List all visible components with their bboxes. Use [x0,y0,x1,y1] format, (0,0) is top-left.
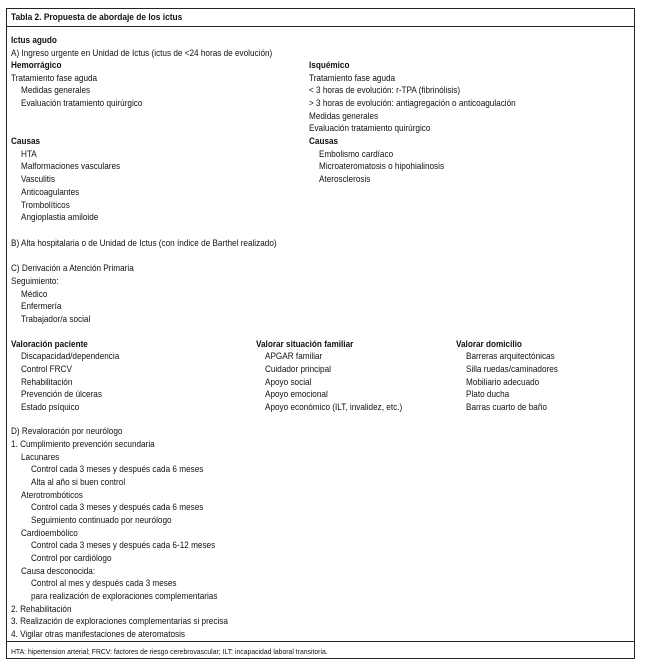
table-line: Barreras arquitectónicas [466,351,555,361]
table-line: APGAR familiar [265,351,323,361]
table-line: 2. Rehabilitación [11,604,72,614]
table-line: Control por cardiólogo [31,553,112,563]
table-line: B) Alta hospitalaria o de Unidad de Ictus (con índice de Barthel realizado) [11,238,277,248]
title-divider [7,26,634,27]
table-line: Aterotrombóticos [21,490,83,500]
table-line: Apoyo económico (ILT, invalidez, etc.) [265,402,403,412]
table-line: Malformaciones vasculares [21,161,121,171]
section-heading: Valoración paciente [11,339,88,349]
table-line: Aterosclerosis [319,174,371,184]
table-line: Control cada 3 meses y después cada 6 meses [31,502,204,512]
table-line: Cardioembólico [21,528,78,538]
table-line: Anticoagulantes [21,187,80,197]
table-line: < 3 horas de evolución: r-TPA (fibrinólisis) [309,85,461,95]
table-line: Plato ducha [466,389,510,399]
table-line: Mobiliario adecuado [466,377,540,387]
table-line: Microateromatosis o hipohialinosis [319,161,445,171]
table-title: Tabla 2. Propuesta de abordaje de los ictus [11,12,183,23]
table-line: Control al mes y después cada 3 meses [31,578,177,588]
table-line: 1. Cumplimiento prevención secundaria [11,439,155,449]
table-line: Cuidador principal [265,364,331,374]
table-line: Control cada 3 meses y después cada 6 meses [31,464,204,474]
table-line: Seguimiento: [11,276,59,286]
table-line: D) Revaloración por neurólogo [11,426,123,436]
section-heading: Causas [11,136,41,146]
table-line: Medidas generales [309,111,379,121]
table-line: Tratamiento fase aguda [309,73,396,83]
table-line: Trabajador/a social [21,314,91,324]
table-line: Evaluación tratamiento quirúrgico [309,123,431,133]
table-line: Discapacidad/dependencia [21,351,120,361]
table-line: Trombolíticos [21,200,70,210]
table-line: para realización de exploraciones complementarias [31,591,218,601]
section-heading: Ictus agudo [11,35,57,45]
table-line: Evaluación tratamiento quirúrgico [21,98,143,108]
table-line: Seguimiento continuado por neurólogo [31,515,172,525]
table-line: Angioplastia amiloide [21,212,99,222]
footnote-divider [7,641,634,642]
table-line: 4. Vigilar otras manifestaciones de ateromatosis [11,629,186,639]
table-line: Apoyo emocional [265,389,328,399]
table-line: HTA [21,149,37,159]
table-line: C) Derivación a Atención Primaria [11,263,134,273]
section-heading: Valorar domicilio [456,339,522,349]
table-line: Apoyo social [265,377,312,387]
table-line: Tratamiento fase aguda [11,73,98,83]
section-heading: Isquémico [309,60,350,70]
table-line: Medidas generales [21,85,91,95]
table-footnote: HTA: hipertension arterial; FRCV: factores de riesgo cerebrovascular; ILT: incapacidad laboral transitoria. [11,647,328,656]
table-line: Alta al año si buen control [31,477,126,487]
section-heading: Causas [309,136,339,146]
table-line: > 3 horas de evolución: antiagregación o anticoagulación [309,98,516,108]
section-heading: Valorar situación familiar [256,339,354,349]
table-line: Embolismo cardíaco [319,149,394,159]
table-line: Médico [21,289,48,299]
table-line: Rehabilitación [21,377,73,387]
table-line: Silla ruedas/caminadores [466,364,558,374]
section-heading: Hemorrágico [11,60,62,70]
table-line: Prevención de úlceras [21,389,102,399]
table-line: Enfermería [21,301,62,311]
table-line: Vasculitis [21,174,55,184]
table-line: Causa desconocida: [21,566,96,576]
table-line: Lacunares [21,452,60,462]
table-line: 3. Realización de exploraciones complementarias si precisa [11,616,228,626]
table-line: A) Ingreso urgente en Unidad de Ictus (ictus de <24 horas de evolución) [11,48,273,58]
table-line: Control cada 3 meses y después cada 6-12 meses [31,540,216,550]
table-line: Barras cuarto de baño [466,402,547,412]
table-line: Estado psíquico [21,402,80,412]
table-line: Control FRCV [21,364,72,374]
